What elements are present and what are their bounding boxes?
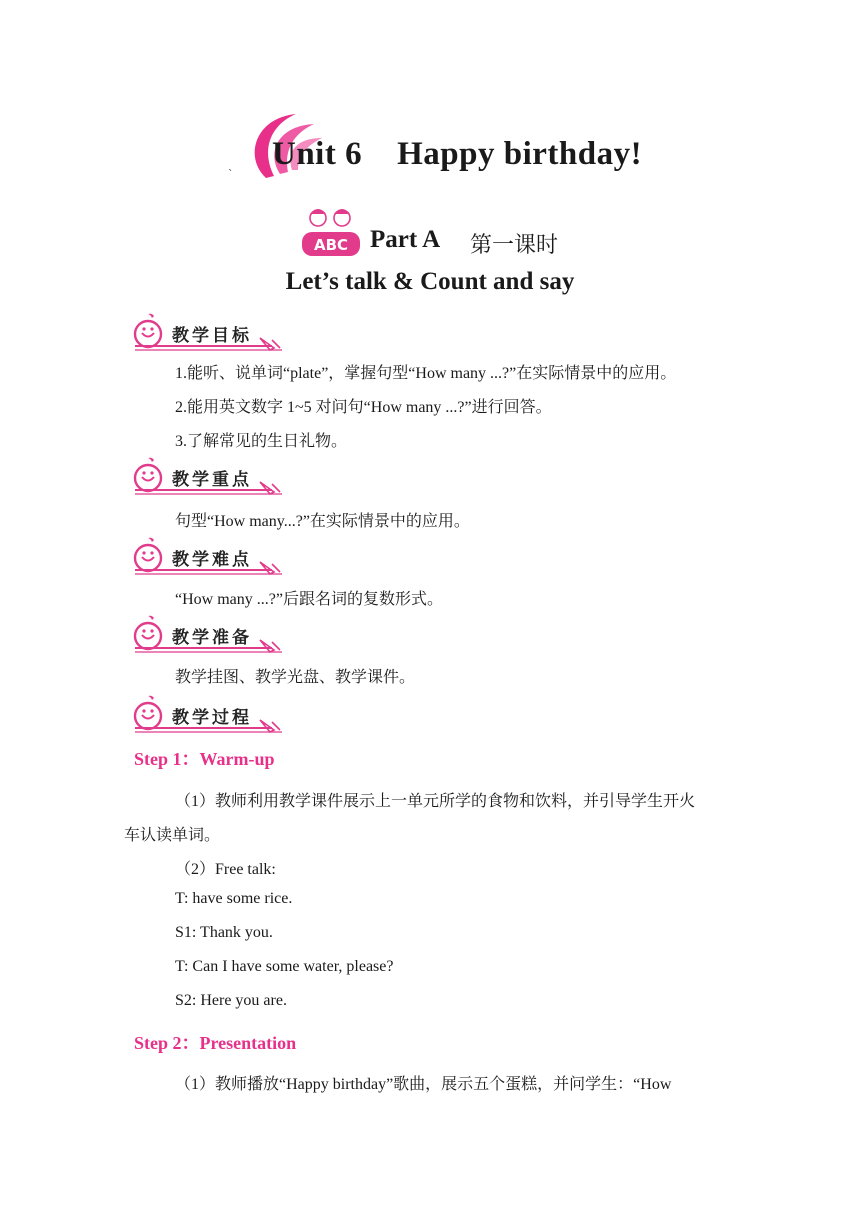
unit-title-block xyxy=(236,108,656,184)
badge-text: ABC xyxy=(313,236,349,254)
paragraph-line: T: have some rice. xyxy=(175,890,293,907)
section-label: 教学过程 xyxy=(172,708,252,728)
step-heading: Step 1：Warm-up xyxy=(134,749,275,769)
part-label: Part A xyxy=(370,226,441,253)
section-preparation xyxy=(132,614,292,654)
paragraph-line: S2: Here you are. xyxy=(175,992,287,1009)
kids-abc-icon xyxy=(298,204,364,262)
paragraph-line: （1）教师播放“Happy birthday”歌曲，展示五个蛋糕，并问学生：“How xyxy=(175,1076,672,1093)
section-label: 教学目标 xyxy=(172,326,252,346)
section-label: 教学重点 xyxy=(172,470,252,490)
part-heading xyxy=(298,204,618,262)
paragraph-line: （1）教师利用教学课件展示上一单元所学的食物和饮料，并引导学生开火 xyxy=(175,793,696,810)
section-key-points xyxy=(132,456,292,496)
section-label: 教学准备 xyxy=(172,628,252,648)
objective-item: 3.了解常见的生日礼物。 xyxy=(175,433,348,450)
difficulties-text: “How many ...?”后跟名词的复数形式。 xyxy=(175,591,443,608)
section-process xyxy=(132,694,292,734)
stray-mark: ` xyxy=(228,168,234,181)
step-heading: Step 2：Presentation xyxy=(134,1033,297,1053)
lesson-title: Let’s talk & Count and say xyxy=(285,268,575,295)
preparation-text: 教学挂图、教学光盘、教学课件。 xyxy=(175,669,416,686)
section-label: 教学难点 xyxy=(172,550,252,570)
key-points-text: 句型“How many...?”在实际情景中的应用。 xyxy=(175,513,470,530)
paragraph-line: T: Can I have some water, please? xyxy=(175,958,394,975)
objective-item: 1.能听、说单词“plate”，掌握句型“How many ...?”在实际情景中的应用。 xyxy=(175,365,677,382)
section-objectives xyxy=(132,312,292,352)
paragraph-line: 车认读单词。 xyxy=(124,827,221,844)
paragraph-line: S1: Thank you. xyxy=(175,924,273,941)
paragraph-line: （2）Free talk: xyxy=(175,861,276,878)
unit-title: Unit 6 Happy birthday! xyxy=(272,136,643,172)
objective-item: 2.能用英文数字 1~5 对问句“How many ...?”进行回答。 xyxy=(175,399,552,416)
section-difficulties xyxy=(132,536,292,576)
lesson-period: 第一课时 xyxy=(470,233,559,258)
